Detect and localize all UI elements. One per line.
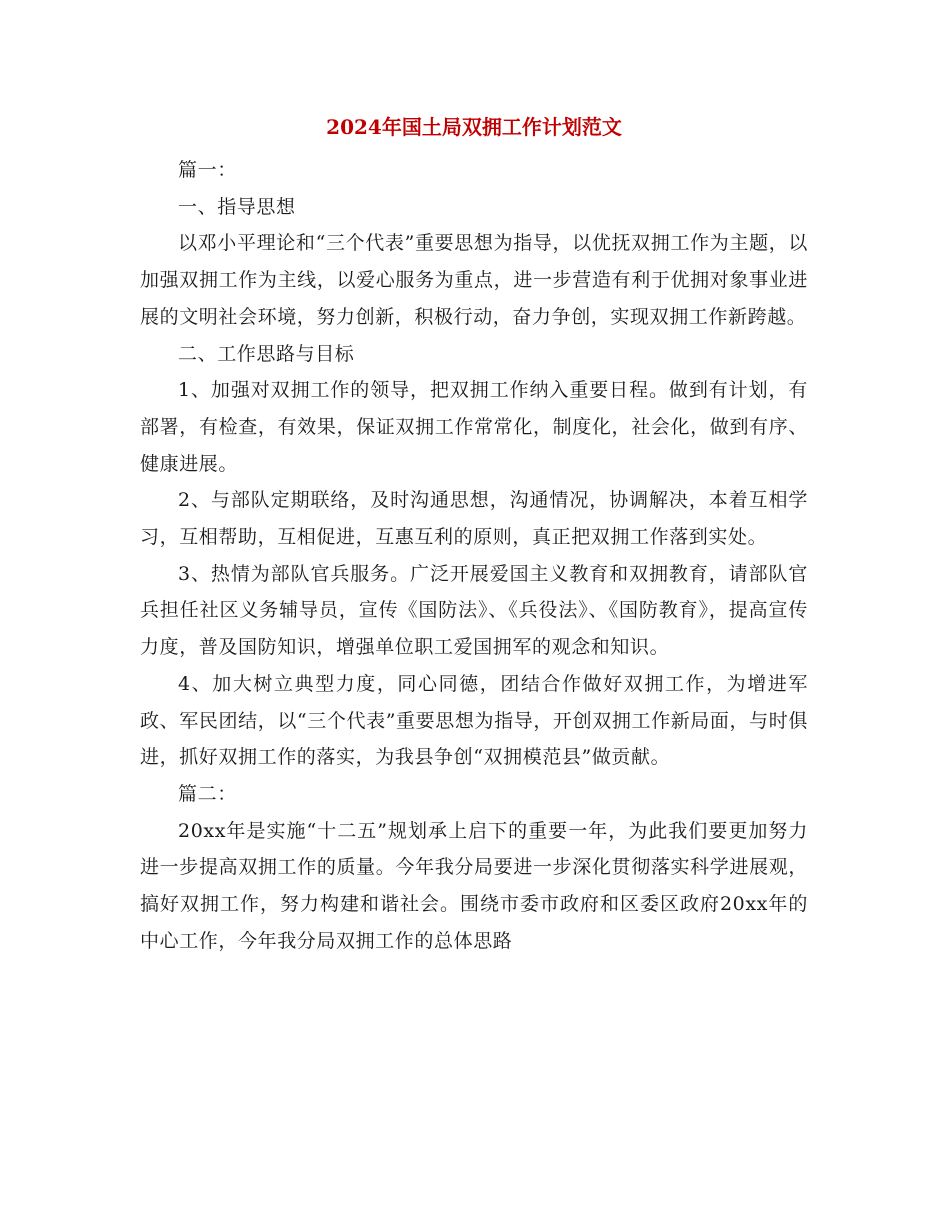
- paragraph-guiding-ideology: 以邓小平理论和“三个代表”重要思想为指导，以优抚双拥工作为主题，以加强双拥工作为主线，以爱心服务为重点，进一步营造有利于优拥对象事业进展的文明社会环境，努力创新，积极行动，奋力争创，实现双拥工作新跨越。: [140, 232, 808, 328]
- paragraph-item-2: 2、与部队定期联络，及时沟通思想，沟通情况，协调解决，本着互相学习，互相帮助，互相促进，互惠互利的原则，真正把双拥工作落到实处。: [140, 489, 808, 549]
- paragraph-part-one-heading: 篇一：: [178, 159, 237, 181]
- paragraph-item-1: 1、加强对双拥工作的领导，把双拥工作纳入重要日程。做到有计划，有部署，有检查，有效果，保证双拥工作常常化，制度化，社会化，做到有序、健康进展。: [140, 379, 808, 475]
- paragraph-part-two-heading: 篇二：: [178, 782, 237, 805]
- document-body: [140, 152, 808, 959]
- paragraph-part-two-body: 20xx年是实施“十二五”规划承上启下的重要一年，为此我们要更加努力进一步提高双拥工作的质量。今年我分局要进一步深化贯彻落实科学进展观，搞好双拥工作，努力构建和谐社会。围绕市委市政府和区委区政府20xx年的中心工作，今年我分局双拥工作的总体思路: [140, 819, 808, 952]
- paragraph-item-3: 3、热情为部队官兵服务。广泛开展爱国主义教育和双拥教育，请部队官兵担任社区义务辅导员，宣传《国防法》、《兵役法》、《国防教育》，提高宣传力度，普及国防知识，增强单位职工爱国拥军的观念和知识。: [140, 562, 808, 659]
- document-title: 2024年国土局双拥工作计划范文: [326, 115, 622, 139]
- paragraph-guiding-ideology-heading: 一、指导思想: [178, 195, 296, 218]
- paragraph-ideas-goals-heading: 二、工作思路与目标: [178, 342, 355, 365]
- paragraph-item-4: 4、加大树立典型力度，同心同德，团结合作做好双拥工作，为增进军政、军民团结，以“三个代表”重要思想为指导，开创双拥工作新局面，与时俱进，抓好双拥工作的落实，为我县争创“双拥模范县”做贡献。: [140, 672, 808, 769]
